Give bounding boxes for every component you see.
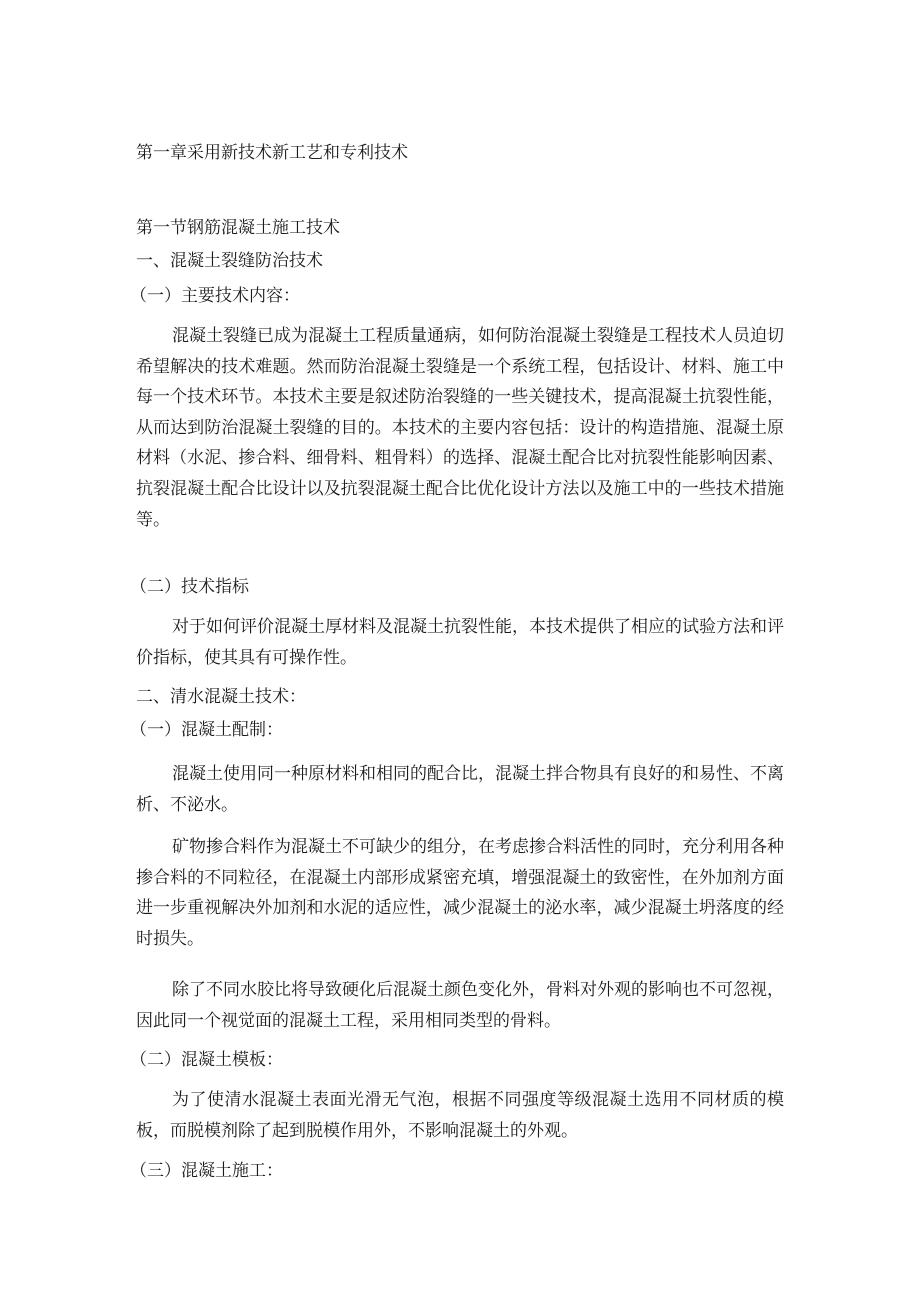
part2-sub1-paragraph-3: 除了不同水胶比将导致硬化后混凝土颜色变化外，骨料对外观的影响也不可忽视，因此同一个视觉面的混凝土工程，采用相同类型的骨料。 (136, 980, 784, 1031)
part2-sub3-heading: （三）混凝土施工： (130, 1161, 283, 1181)
part2-heading: 二、清水混凝土技术： (136, 687, 306, 707)
part2-sub1-paragraph-2: 矿物掺合料作为混凝土不可缺少的组分，在考虑掺合料活性的同时，充分利用各种掺合料的不同粒径，在混凝土内部形成紧密充填，增强混凝土的致密性，在外加剂方面进一步重视解决外加剂和水泥的适应性，减少混凝土的泌水率，减少混凝土坍落度的经时损失。 (136, 837, 784, 949)
part1-heading: 一、混凝土裂缝防治技术 (136, 251, 323, 271)
part1-sub1-heading: （一）主要技术内容： (130, 286, 300, 306)
part2-sub1-heading: （一）混凝土配制： (130, 720, 283, 740)
part2-sub2-paragraph: 为了使清水混凝土表面光滑无气泡，根据不同强度等级混凝土选用不同材质的模板，而脱模剂除了起到脱模作用外，不影响混凝土的外观。 (136, 1090, 784, 1141)
part1-sub2-paragraph: 对于如何评价混凝土厚材料及混凝土抗裂性能，本技术提供了相应的试验方法和评价指标，使其具有可操作性。 (136, 617, 784, 668)
part2-sub2-heading: （二）混凝土模板： (130, 1050, 283, 1070)
part2-sub1-paragraph-1: 混凝土使用同一种原材料和相同的配合比，混凝土拌合物具有良好的和易性、不离析、不泌水。 (136, 764, 784, 815)
chapter-title: 第一章采用新技术新工艺和专利技术 (136, 143, 408, 163)
part1-sub1-paragraph: 混凝土裂缝已成为混凝土工程质量通病，如何防治混凝土裂缝是工程技术人员迫切希望解决的技术难题。然而防治混凝土裂缝是一个系统工程，包括设计、材料、施工中每一个技术环节。本技术主要是叙述防治裂缝的一些关键技术，提高混凝土抗裂性能，从而达到防治混凝土裂缝的目的。本技术的主要内容包括：设计的构造措施、混凝土原材料（水泥、掺合料、细骨料、粗骨料）的选择、混凝土配合比对抗裂性能影响因素、抗裂混凝土配合比设计以及抗裂混凝土配合比优化设计方法以及施工中的一些技术措施等。 (136, 326, 784, 530)
section-title: 第一节钢筋混凝土施工技术 (136, 218, 340, 238)
part1-sub2-heading: （二）技术指标 (130, 577, 249, 597)
